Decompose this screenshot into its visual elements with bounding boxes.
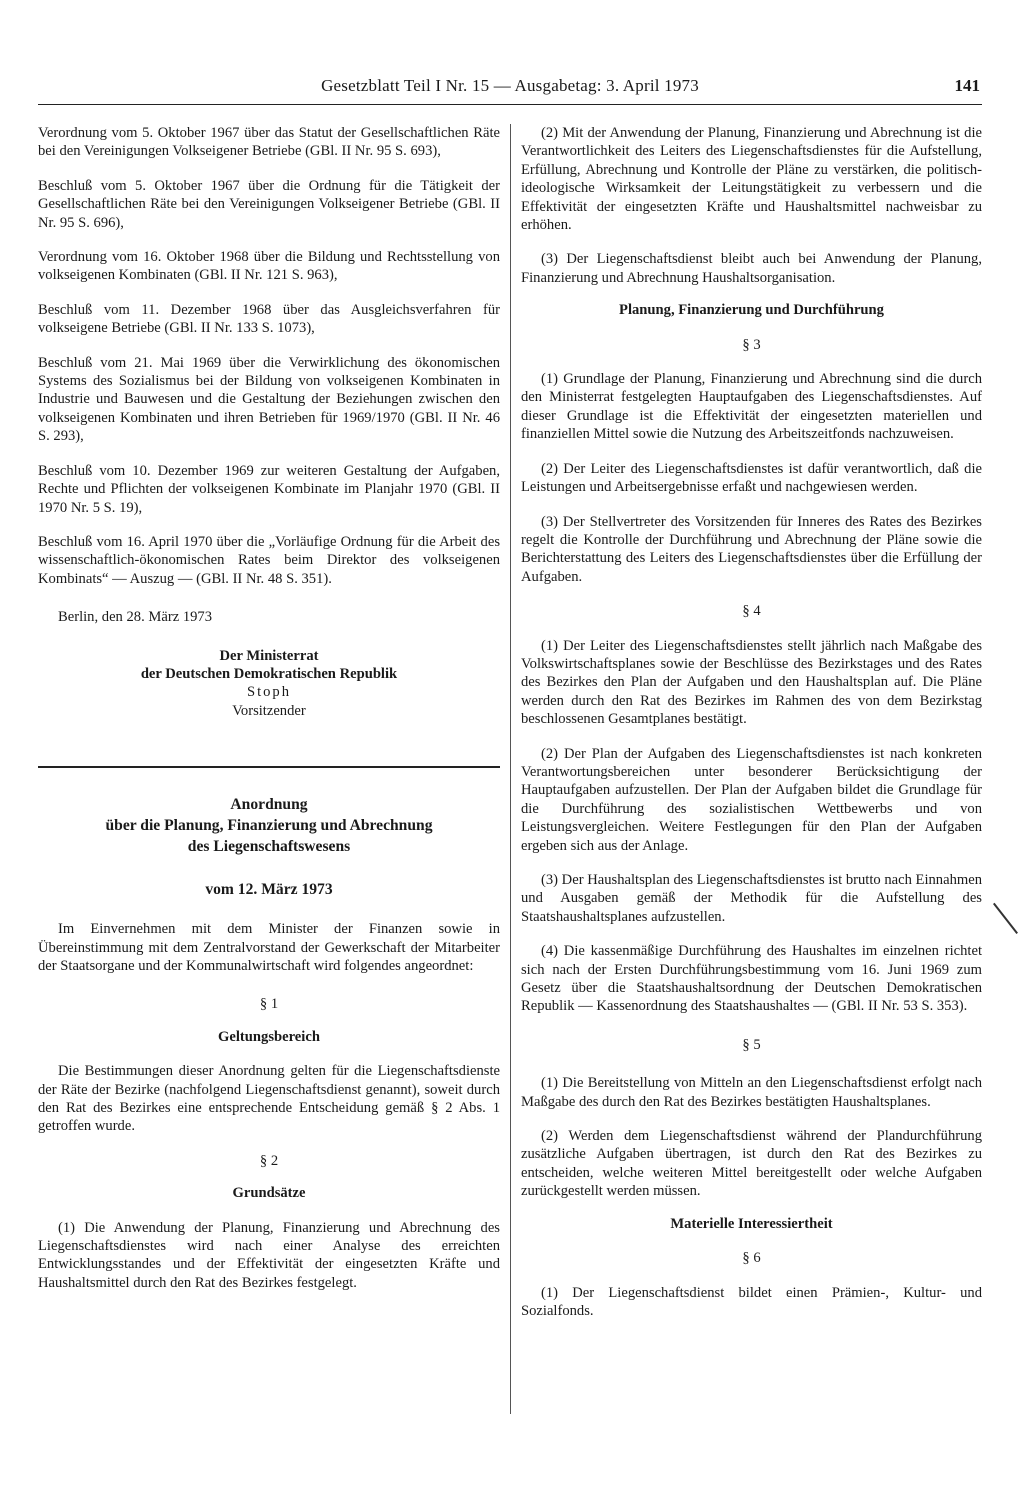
reference-item: Beschluß vom 10. Dezember 1969 zur weiteren Gestaltung der Aufgaben, Rechte und Pflichten der volkseigenen Kombinate im Planjahr 1970 (GBl. II 1970 Nr. 5 S. 19), <box>38 462 500 516</box>
signatory-org-line2: der Deutschen Demokratischen Republik <box>140 665 398 682</box>
reference-item: Verordnung vom 16. Oktober 1968 über die Bildung und Rechtsstellung von volkseigenen Kombinaten (GBl. II Nr. 121 S. 963), <box>38 249 500 284</box>
reference-item: Beschluß vom 16. April 1970 über die „Vorläufige Ordnung für die Arbeit des wissenschaftlich-ökonomischen Rates beim Direktor des volkseigenen Kombinats“ — Auszug — (GBl. II Nr. 48 S. 351). <box>38 533 500 587</box>
section-heading-grundsaetze: Grundsätze <box>232 1185 306 1202</box>
right-column <box>521 124 982 1320</box>
page-number: 141 <box>954 76 980 95</box>
column-divider <box>510 124 511 1414</box>
section-4-paragraph-2: (2) Der Plan der Aufgaben des Liegenschaftsdienstes ist nach konkreten Verantwortungsbereichen unter besonderer Berücksichtigung der Hauptaufgaben aufzustellen. Der Plan der Aufgaben bildet die Grundlage für die Durchführung des sozialistischen Wettbewerbs und von Leistungsvergleichen. Weitere Festlegungen für den Plan der Aufgaben ergeben sich aus der Anlage. <box>521 745 982 854</box>
section-heading-geltungsbereich: Geltungsbereich <box>218 1028 320 1045</box>
section-6-paragraph-1: (1) Der Liegenschaftsdienst bildet einen Prämien-, Kultur- und Sozialfonds. <box>521 1284 982 1319</box>
reference-item: Beschluß vom 11. Dezember 1968 über das Ausgleichsverfahren für volkseigene Betriebe (GBl. II Nr. 133 S. 1073), <box>38 301 500 337</box>
decree-title-line3: des Liegenschaftswesens <box>187 838 351 856</box>
section-divider-rule <box>38 766 500 768</box>
page-header <box>38 76 982 105</box>
section-sign-6: § 6 <box>742 1250 761 1267</box>
decree-date: vom 12. März 1973 <box>205 881 333 899</box>
section-4-paragraph-3: (3) Der Haushaltsplan des Liegenschaftsdienstes ist brutto nach Einnahmen und Ausgaben gemäß der Methodik für die Aufstellung des Staatshaushaltsplanes aufzustellen. <box>521 872 982 925</box>
section-heading-planung: Planung, Finanzierung und Durchführung <box>619 302 884 319</box>
section-2-paragraph-1: (1) Die Anwendung der Planung, Finanzierung und Abrechnung des Liegenschaftsdienstes wird nach einer Analyse des erreichten Entwicklungsstandes und der Effektivität der eingesetzten Kräfte und Haushaltsmittel durch den Rat des Bezirkes festgelegt. <box>38 1219 500 1291</box>
margin-pen-mark <box>993 903 1018 934</box>
section-3-paragraph-2: (2) Der Leiter des Liegenschaftsdienstes ist dafür verantwortlich, daß die Leistungen und Arbeitsergebnisse erfaßt und nachgewiesen werden. <box>521 460 982 496</box>
section-5-paragraph-1: (1) Die Bereitstellung von Mitteln an den Liegenschaftsdienst erfolgt nach Maßgabe des durch den Rat des Bezirkes bestätigten Haushaltsplanes. <box>521 1075 982 1110</box>
decree-title-line2: über die Planung, Finanzierung und Abrechnung <box>105 817 433 835</box>
reference-item: Beschluß vom 5. Oktober 1967 über die Ordnung für die Tätigkeit der Gesellschaftlichen Räte bei den Vereinigungen Volkseigener Betriebe (GBl. II Nr. 95 S. 696), <box>38 177 500 231</box>
section-5-paragraph-2: (2) Werden dem Liegenschaftsdienst während der Plandurchführung zusätzliche Aufgaben übertragen, ist durch den Rat des Bezirkes zu entscheiden, welche weiteren Mittel bereitgestellt oder welche Aufgaben zurückgestellt werden müssen. <box>521 1128 982 1200</box>
section-4-paragraph-4: (4) Die kassenmäßige Durchführung des Haushaltes im einzelnen richtet sich nach der Ersten Durchführungsbestimmung vom 16. Juni 1969 zum Gesetz über die Staatshaushaltsordnung der Deutschen Demokratischen Republik — Kassenordnung des Staatshaushaltes — (GBl. II Nr. 53 S. 353). <box>521 943 982 1015</box>
signatory-org-line1: Der Ministerrat <box>219 647 319 664</box>
preamble: Im Einvernehmen mit dem Minister der Finanzen sowie in Übereinstimmung mit dem Zentralvorstand der Gewerkschaft der Mitarbeiter der Staatsorgane und der Kommunalwirtschaft wird folgendes angeordnet: <box>38 921 500 974</box>
section-3-paragraph-1: (1) Grundlage der Planung, Finanzierung und Abrechnung sind die durch den Ministerrat festgelegten Hauptaufgaben des Liegenschaftsdienstes. Auf dieser Grundlage ist die Effektivität der eingesetzten materiellen und finanziellen Mittel sowie die Nutzung des Arbeitszeitfonds nachzuweisen. <box>521 371 982 443</box>
header-title: Gesetzblatt Teil I Nr. 15 — Ausgabetag: 3. April 1973 <box>321 76 699 95</box>
section-4-paragraph-1: (1) Der Leiter des Liegenschaftsdienstes stellt jährlich nach Maßgabe des Volkswirtschaftsplanes sowie der Beschlüsse des Bezirkstages und des Rates des Bezirkes den Plan der Aufgaben und den Haushaltsplan auf. Die Pläne werden durch den Rat des Bezirkes im Rahmen des von dem Bezirkstag beschlossenen Gesamtplanes bestätigt. <box>521 637 982 728</box>
section-sign-4: § 4 <box>742 603 761 620</box>
section-sign-5: § 5 <box>742 1036 761 1053</box>
section-2-paragraph-3: (3) Der Liegenschaftsdienst bleibt auch bei Anwendung der Planung, Finanzierung und Abrechnung Haushaltsorganisation. <box>521 251 982 286</box>
left-column <box>38 124 500 1292</box>
section-3-paragraph-3: (3) Der Stellvertreter des Vorsitzenden für Inneres des Rates des Bezirkes regelt die Kontrolle der Durchführung und Abrechnung der Pläne sowie die Berichterstattung des Leiters des Liegenschaftsdienstes über die Erfüllung der Aufgaben. <box>521 513 982 585</box>
reference-item: Verordnung vom 5. Oktober 1967 über das Statut der Gesellschaftlichen Räte bei den Vereinigungen Volkseigener Betriebe (GBl. II Nr. 95 S. 693), <box>38 125 500 160</box>
section-sign-1: § 1 <box>259 996 279 1013</box>
signatory-name: Stoph <box>246 684 292 701</box>
reference-item: Beschluß vom 21. Mai 1969 über die Verwirklichung des ökonomischen Systems des Sozialismus bei der Bildung von volkseigenen Kombinaten in Industrie und Bauwesen und die Gestaltung der Beziehungen zwischen den volkseigenen Kombinaten und ihren Betrieben für 1969/1970 (GBl. II Nr. 46 S. 293), <box>38 354 500 445</box>
section-sign-3: § 3 <box>742 336 761 353</box>
section-heading-interessiertheit: Materielle Interessiertheit <box>670 1215 833 1232</box>
section-1-text: Die Bestimmungen dieser Anordnung gelten für die Liegenschaftsdienste der Räte der Bezirke (nachfolgend Liegenschaftsdienst genannt), soweit durch den Rat des Bezirkes eine entsprechende Entscheidung gemäß § 2 Abs. 1 getroffen wurde. <box>38 1063 500 1135</box>
section-2-paragraph-2: (2) Mit der Anwendung der Planung, Finanzierung und Abrechnung ist die Verantwortlichkeit des Leiters des Liegenschaftsdienstes für die Aufstellung, Erfüllung, Abrechnung und Kontrolle der Pläne zu verstärken, die politisch-ideologische Wirksamkeit der Leitungstätigkeit zu verbessern und die Effektivität der eingesetzten Kräfte und Haushaltsmittel nachweisbar zu erhöhen. <box>521 125 982 234</box>
place-date: Berlin, den 28. März 1973 <box>58 609 213 626</box>
signatory-role: Vorsitzender <box>232 702 306 719</box>
decree-title-line1: Anordnung <box>230 796 308 814</box>
section-sign-2: § 2 <box>259 1152 279 1169</box>
